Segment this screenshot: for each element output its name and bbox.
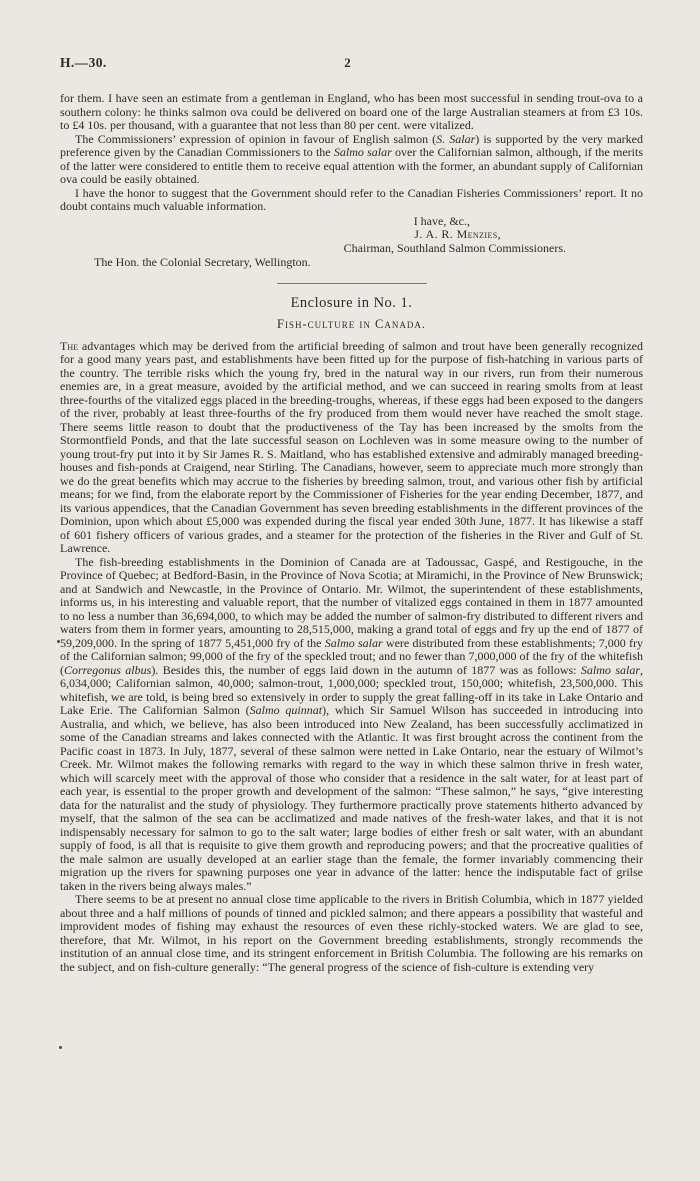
- species-name-italic: Salmo salar: [580, 662, 640, 677]
- enclosure-body: [60, 340, 643, 975]
- page-header: [60, 54, 643, 71]
- paragraph: [60, 893, 643, 974]
- enclosure-title: Enclosure in No. 1.: [290, 294, 413, 311]
- species-name-italic: Salmo quinnat: [249, 703, 323, 717]
- enclosure-section: [60, 295, 643, 975]
- text-segment: There seems to be at present no annual close time applicable to the rivers in British Columbia, which in 1877 yielded about three and a half millions of pounds of tinned and pickled salmon; and there appears a possibility that wasteful and improvident modes of fishing may exhaust the resources of even these richly-stocked waters. We are glad to see, therefore, that Mr. Wilmot, in his report on the Government breeding establishments, strongly recommends the institution of an annual close time, and its stringent enforcement in British Columbia. The following are his remarks on the subject, and on fish-culture generally: “The general progress of the science of fish-culture is extending very: [60, 892, 643, 974]
- text-segment: were distributed from these establishments; 7,000 fry of the Californian salmon; 99,000 of the fry of the speckled trout; and no fewer than 7,000,000 of the fry of the whitefish (: [60, 635, 643, 677]
- text-segment: The: [60, 338, 78, 353]
- text-segment: , 6,034,000; Californian salmon, 40,000; salmon-trout, 1,000,000; speckled trout, 150,000; whitefish, 23,500,000. This whitefish, we are told, is being bred so extensively in order to supply the great falling-off in its take in Lake Ontario and Lake Erie. The Californian Salmon (: [60, 662, 643, 717]
- text-segment: ), which Sir Samuel Wilson has succeeded in introducing into Australia, and which, we believe, has also been introduced into New Zealand, has been successfully acclimatized in some of the Canadian streams and lakes connected with the Atlantic. It was first brought across the continent from the Pacific coast in 1873. In July, 1877, several of these salmon were netted in Lake Ontario, near the estuary of Wilmot’s Creek. Mr. Wilmot makes the following remarks with regard to the way in which these salmon thrive in fresh water, which will scarcely meet with the approval of those who consider that a residence in the salt water, for at least part of each year, is essential to the proper growth and development of the salmon: “These salmon,” he says, “give interesting data for the naturalist and the study of physiology. They furthermore practically prove statements hitherto advanced by myself, that the salmon of the sea can be acclimatized and made natives of the fresh-water lakes, and that it is not indispensably necessary for salmon to go to the salt water; large bodies of either fresh or salt water, with an abundant supply of food, is all that is requisite to give them growth and reproducing powers; and that the procreative qualities of the male salmon are usually developed at an earlier stage than the female, the former invariably commencing their migration up the rivers for spawning purposes one year in advance of the latter: hence the indisputable fact of grilse taken in the rivers being always males.”: [60, 703, 643, 893]
- text-segment: I have the honor to suggest that the Government should refer to the Canadian Fisheries Commissioners’ report. It no doubt contains much valuable information.: [60, 185, 643, 213]
- paragraph: [60, 340, 643, 556]
- addressee-line: The Hon. the Colonial Secretary, Wellington.: [94, 255, 311, 269]
- text-segment: ). Besides this, the number of eggs laid down in the autumn of 1877 was as follows:: [151, 662, 581, 677]
- species-name-italic: Salmo salar: [324, 635, 383, 650]
- text-segment: The Commissioners’ expression of opinion in favour of English salmon (: [75, 131, 437, 146]
- species-name-italic: Corregonus albus: [64, 662, 152, 677]
- text-segment: for them. I have seen an estimate from a gentleman in England, who has been most successful in sending trout-ova to a southern colony: he thinks salmon ova could be delivered on board one of the large Australian steamers at from £3 10s. to £4 10s. per thousand, with a guarantee that not less than 80 per cent. were vitalized.: [60, 91, 643, 132]
- text-segment: advantages which may be derived from the artificial breeding of salmon and trout have been generally recognized for a good many years past, and establishments have been fitted up for the purpose of fish-hatching in various parts of the country. The terrible risks which the young fry, bred in the natural way in our rivers, run from their numerous enemies are, in a great measure, avoided by the artificial method, and we can succeed in rearing smolts from at least three-fourths of the vitalized eggs placed in the breeding-troughs, whereas, if these eggs had been exposed to the dangers of the river, probably at least three-fourths of the fry produced from them would never have reached the smolt stage. There seems little reason to doubt that the productiveness of the Tay has been increased by the smolts from the Stormontfield Ponds, and that the late successful season on Lochleven was in some measure owing to the number of young trout-fry put into it by Sir James R. S. Maitland, who has established extensive and admirably managed breeding-houses and fish-ponds at Craigend, near Stirling. The Canadians, however, seem to appreciate much more strongly than we do the great benefits which may accrue to the fisheries by breeding salmon, trout, and various other fish by artificial means; for we find, from the elaborate report by the Commissioner of Fisheries for the year ending December, 1877, and its various appendices, that the Canadian Government has seven breeding establishments in the different provinces of the Dominion, upon which about £5,000 was expended during the fiscal year ended 30th June, 1877. It has likewise a staff of 601 fishery officers of various grades, and a steamer for the protection of the fisheries in the River and Gulf of St. Lawrence.: [60, 338, 643, 555]
- signature-block: [60, 215, 643, 256]
- page-number: 2: [344, 55, 351, 70]
- section-divider: [277, 283, 427, 284]
- text-segment: The fish-breeding establishments in the Dominion of Canada are at Tadoussac, Gaspé, and Restigouche, in the Province of Quebec; at Bedford-Basin, in the Province of Nova Scotia; at Miramichi, in the Province of New Brunswick; and at Sandwich and Newcastle, in the Province of Ontario. Mr. Wilmot, the superintendent of these establishments, informs us, in his interesting and valuable report, that the number of vitalized eggs contained in them in 1877 amounted to no less a number than 36,694,000, to which may be added the number of salmon-fry distributed to different rivers and waters from them in former years, amounting to 28,515,000, making a grand total of eggs and fry up the end of 1877 of 59,209,000. In the spring of 1877 5,451,000 fry of the: [60, 554, 643, 650]
- enclosure-subtitle: Fish-culture in Canada.: [277, 316, 426, 331]
- letter-body: [60, 92, 643, 214]
- signature-line: J. A. R. Menzies,: [414, 227, 501, 241]
- scan-speck: [57, 640, 60, 643]
- species-name-italic: Salmo salar: [333, 145, 392, 159]
- paragraph: [60, 187, 643, 214]
- text-segment: ) is supported by the very marked preference given by the Canadian Commissioners to the: [60, 131, 643, 159]
- signature-line: Chairman, Southland Salmon Commissioners.: [343, 240, 566, 255]
- document-reference: H.—30.: [60, 55, 107, 70]
- signature-line: I have, &c.,: [413, 213, 470, 228]
- species-name-italic: S. Salar: [436, 131, 476, 146]
- paragraph: [60, 556, 643, 894]
- paragraph: [60, 92, 643, 133]
- letter-section: [60, 92, 643, 270]
- text-segment: over the Californian salmon, although, if the merits of the latter were considered to entitle them to receive equal attention with the former, an abundant supply of Californian ova could be easily obtained.: [60, 145, 643, 186]
- scan-speck: [59, 1046, 62, 1049]
- paragraph: [60, 133, 643, 187]
